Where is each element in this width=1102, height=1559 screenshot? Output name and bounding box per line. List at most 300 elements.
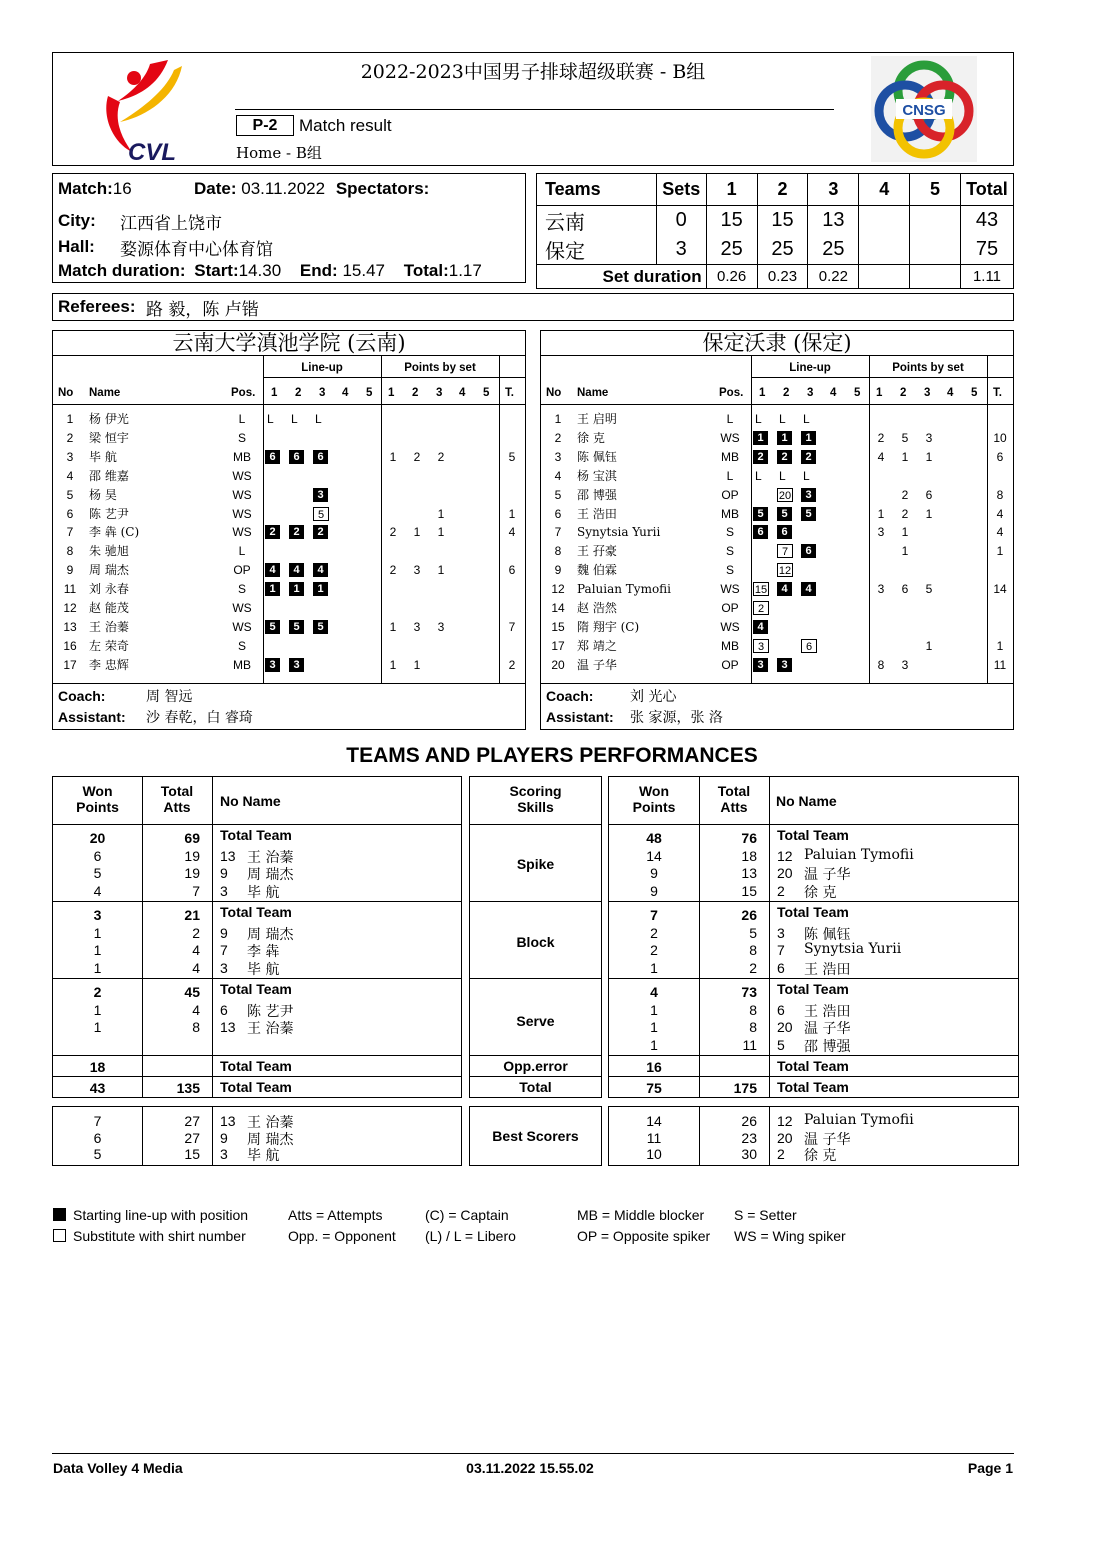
end-label: End: [299,261,338,280]
player-position: OP [721,601,739,615]
col-l1: 1 [271,387,278,399]
player-number: 4 [554,468,562,483]
points-set3: 2 [437,449,445,464]
lineup-libero: L [779,412,786,426]
legend-mb: MB = Middle blocker [577,1207,705,1223]
away-col-headers [541,387,1013,403]
points-total: 10 [993,430,1007,445]
points-total: 5 [508,449,516,464]
won-points: 5 [93,865,102,881]
best-won: 14 [646,1113,662,1129]
away-set1: 25 [706,235,757,265]
player-name: 邵 博强 [804,1038,851,1055]
set3-duration: 0.22 [808,265,859,289]
start-value: 14.30 [238,261,282,280]
home-coach: 周 智远 [146,689,193,705]
points-set1: 3 [877,582,885,597]
player-number: 4 [66,468,74,483]
player-number: 13 [63,619,77,634]
player-number: 20 [777,865,793,881]
total-atts: 69 [184,830,200,846]
col-l4: 4 [830,387,837,399]
lineup-start: 1 [313,582,328,596]
lineup-start: 6 [265,450,280,464]
player-name: 郑 靖之 [577,638,617,653]
lineup-start: 4 [313,563,328,577]
player-row [541,429,1013,448]
away-assistant: 张 家源，张 洛 [630,710,723,726]
report-code: P-2 [236,115,294,136]
won-points: 2 [650,924,658,941]
lineup-libero: L [803,412,810,426]
lineup-start: 4 [801,582,816,596]
player-row [541,618,1013,637]
player-number: 6 [777,1001,785,1018]
home-lineup-header: Line-up [301,362,343,374]
player-name: 王 浩田 [804,961,851,978]
total-label: Total [160,783,194,799]
player-position: S [725,525,734,540]
lineup-start: 2 [289,525,304,539]
player-name: 刘 永春 [89,582,129,597]
points-total: 1 [996,544,1004,559]
won-points: 1 [650,1019,658,1035]
col-l1: 1 [759,387,766,399]
lineup-start: 6 [777,525,792,539]
away-coach-label: Coach: [546,688,594,704]
total-team-label: Total Team [777,1079,849,1095]
lineup-start: 5 [753,507,768,521]
footer-rule [52,1453,1014,1454]
col-set3: 3 [808,174,859,206]
total-atts: 26 [741,907,757,923]
home-roster [52,330,526,730]
points-total: 1 [508,506,516,521]
col-l2: 2 [783,387,790,399]
player-row [53,429,525,448]
lineup-libero: L [291,412,298,426]
total-atts: 19 [184,847,200,864]
footer-timestamp: 03.11.2022 15.55.02 [466,1460,594,1476]
won-points: 3 [93,907,102,923]
col-t: T. [993,387,1002,399]
away-team-name: 保定沃隶 (保定) [541,331,1013,356]
player-number: 6 [66,506,74,521]
home-total: 43 [960,206,1013,236]
lineup-start: 3 [313,488,328,502]
points-set1: 1 [389,619,397,634]
player-row [541,580,1013,599]
player-number: 3 [220,882,228,899]
player-name: 李 犇 [247,944,280,960]
player-number: 11 [63,582,77,597]
points-total: 2 [508,657,516,672]
player-number: 13 [220,847,236,864]
lineup-start: 1 [753,431,768,445]
col-p5: 5 [971,387,978,399]
player-name: 赵 能茂 [89,601,129,615]
col-l4: 4 [342,387,349,399]
points-set1: 1 [877,506,885,521]
away-player-list [541,410,1013,682]
player-name: Total Team [220,981,292,997]
points-total: 8 [996,487,1004,502]
player-name: 李 忠辉 [89,657,129,672]
points-total: 14 [993,582,1007,597]
col-pos: Pos. [719,387,744,399]
away-points-header: Points by set [892,362,964,374]
col-name: Name [89,387,121,399]
best-name: 温 子华 [804,1131,851,1148]
player-number: 5 [66,487,74,502]
points-set2: 3 [901,657,909,672]
lineup-start: 4 [777,582,792,596]
points-set1: 4 [877,449,885,464]
points-set3: 6 [925,487,933,502]
total-label: Total: [403,261,449,280]
player-row [53,410,525,429]
points-set3: 1 [437,525,445,540]
player-name: 陈 艺尹 [247,1003,294,1020]
cvl-logo [98,56,192,164]
lineup-start: 6 [801,544,816,558]
total-atts: 4 [192,1001,200,1018]
player-name: Paluian Tymofii [577,582,672,597]
best-name: 周 瑞杰 [247,1131,294,1148]
report-subtitle: Home - B组 [236,144,322,162]
player-number: 12 [63,601,77,615]
away-total: 75 [960,235,1013,265]
player-row [541,505,1013,524]
won-points: 1 [93,1001,102,1018]
player-number: 7 [777,942,785,958]
player-position: WS [720,582,740,597]
player-number: 15 [551,619,565,634]
legend-start: Starting line-up with position [73,1207,249,1223]
away-roster [540,330,1014,730]
legend-op: OP = Opposite spiker [577,1228,711,1244]
player-name: 王 启明 [577,412,617,426]
lineup-libero: L [803,468,810,483]
lineup-start: 2 [801,450,816,464]
col-l2: 2 [295,387,302,399]
lineup-sub: 2 [753,601,769,615]
best-number: 9 [220,1129,228,1146]
date-value: 03.11.2022 [241,179,326,198]
atts-label: Atts [163,799,191,815]
points-set1: 2 [389,563,397,578]
won-points: 1 [93,942,102,958]
player-position: L [726,468,734,483]
won-points: 2 [650,942,658,958]
player-name: 王 治蓁 [89,619,129,634]
player-number: 7 [66,525,74,540]
player-name: 温 子华 [804,1021,851,1037]
points-set2: 5 [901,430,909,445]
player-position: WS [720,430,740,445]
best-name: 毕 航 [247,1148,280,1164]
lineup-start: 2 [265,525,280,539]
points-total: 7 [508,619,516,634]
lineup-start: 6 [289,450,304,464]
lineup-start: 5 [777,507,792,521]
total-atts: 73 [741,984,757,1000]
total-atts: 13 [741,865,757,881]
player-name: 杨 宝淇 [577,468,617,483]
total-atts: 8 [749,942,757,958]
player-number: 12 [551,582,565,597]
col-set1: 1 [706,174,757,206]
col-no: No [58,387,74,399]
player-number: 9 [220,924,228,941]
skill-total: Total [519,1079,552,1095]
lineup-start: 5 [313,620,328,634]
footer-left: Data Volley 4 Media [53,1460,183,1476]
won-points: 1 [93,1019,102,1035]
home-noname-header: No Name [220,793,281,809]
match-line [58,179,132,199]
player-name: 毕 航 [89,449,117,464]
player-name: 赵 浩然 [577,601,617,615]
player-name: 陈 艺尹 [89,506,129,521]
points-set2: 3 [413,563,421,578]
legend-setter: S = Setter [734,1207,797,1223]
home-player-list [53,410,525,682]
player-number: 9 [554,563,562,578]
player-position: MB [721,638,739,653]
lineup-start: 3 [289,658,304,672]
player-position: L [238,544,246,559]
end-value: 15.47 [342,261,385,280]
won-points: 1 [93,959,102,976]
player-row [53,523,525,542]
legend-sub: Substitute with shirt number [73,1228,246,1244]
legend-libero: (L) / L = Libero [425,1228,516,1244]
hall-value: 婺源体育中心体育馆 [120,240,273,260]
won-points: 18 [89,1059,106,1075]
col-p4: 4 [947,387,954,399]
player-name: 王 浩田 [577,506,617,521]
skill-spike: Spike [516,856,555,872]
player-number: 9 [220,865,228,881]
player-number: 2 [777,882,785,899]
player-position: S [237,638,246,653]
points-set2: 1 [413,657,421,672]
points-set3: 1 [925,449,933,464]
match-label: Match: [58,179,113,198]
scoring-label: Scoring [509,783,562,799]
home-assistant: 沙 春乾，白 睿琦 [146,710,253,726]
player-row [53,599,525,618]
total-atts: 76 [741,830,757,846]
points-set1: 8 [877,657,885,672]
total-atts: 2 [192,924,200,941]
atts-label: Atts [720,799,748,815]
total-atts: 175 [733,1080,757,1096]
player-position: S [725,563,734,578]
total-atts: 8 [749,1001,757,1018]
home-col-headers [53,387,525,403]
points-set2: 3 [413,619,421,634]
player-name: 毕 航 [247,961,280,978]
col-p2: 2 [412,387,419,399]
best-won: 10 [646,1146,662,1162]
home-team-short: 云南 [537,206,657,236]
legend-opp: Opp. = Opponent [288,1228,396,1244]
player-position: WS [232,601,252,615]
col-p5: 5 [483,387,490,399]
player-name: 周 瑞杰 [247,867,294,883]
lineup-start: 5 [265,620,280,634]
player-name: Paluian Tymofii [804,846,914,863]
player-name: Total Team [220,827,292,843]
player-number: 3 [66,449,74,464]
player-position: OP [721,657,739,672]
points-set1: 2 [389,525,397,540]
col-total: Total [960,174,1013,206]
col-name: Name [577,387,609,399]
player-position: S [725,544,734,559]
player-number: 2 [66,430,74,445]
player-row [541,637,1013,656]
player-row [541,448,1013,467]
col-p1: 1 [388,387,395,399]
lineup-start: 3 [777,658,792,672]
home-sets: 0 [656,206,706,236]
player-name: 周 瑞杰 [89,563,129,578]
lineup-libero: L [267,412,274,426]
col-p3: 3 [436,387,443,399]
won-points: 1 [650,1001,658,1018]
best-atts: 27 [184,1129,200,1146]
col-l5: 5 [854,387,861,399]
city-label: City: [58,211,96,230]
set1-duration: 0.26 [706,265,757,289]
away-coach: 刘 光心 [630,689,677,705]
perf-title: TEAMS AND PLAYERS PERFORMANCES [346,744,758,767]
lineup-start: 5 [289,620,304,634]
won-points: 20 [89,830,106,846]
points-total: 4 [508,525,516,540]
lineup-start: 3 [265,658,280,672]
cnsg-logo [871,56,977,162]
away-perf-table [608,776,1019,1098]
player-position: WS [232,468,252,483]
player-name: 梁 恒宇 [89,430,129,445]
player-name: 王 治蓁 [247,849,294,866]
points-set2: 1 [901,525,909,540]
won-points: 48 [646,830,662,846]
col-p1: 1 [876,387,883,399]
total-value: 1.17 [448,261,482,280]
total-atts: 21 [184,907,200,923]
player-row [53,467,525,486]
best-won: 11 [646,1129,662,1146]
skills-table [469,776,602,1098]
player-position: S [237,582,246,597]
player-row [541,599,1013,618]
cnsg-logo-text: CNSG [902,102,946,119]
home-set2: 15 [757,206,808,236]
best-atts: 15 [184,1146,200,1162]
lineup-libero: L [779,468,786,483]
won-points: 4 [93,882,102,899]
best-scorers-label: Best Scorers [492,1128,579,1144]
player-row [541,486,1013,505]
best-scorers-label-box [469,1106,602,1166]
best-name: Paluian Tymofii [804,1112,914,1128]
best-number: 2 [777,1146,785,1162]
lineup-start: 2 [777,450,792,464]
player-name: 左 荣奇 [89,638,129,653]
lineup-start: 1 [289,582,304,596]
total-atts: 19 [184,865,200,881]
won-points: 1 [93,924,102,941]
player-row [53,542,525,561]
home-set3: 13 [808,206,859,236]
col-p3: 3 [924,387,931,399]
home-team-name: 云南大学滇池学院 (云南) [53,331,525,356]
player-number: 9 [66,563,74,578]
player-row [53,561,525,580]
player-row [541,523,1013,542]
player-number: 8 [66,544,74,559]
total-label: Total [717,783,751,799]
total-atts: 5 [749,924,757,941]
player-name: 邵 博强 [577,487,617,502]
player-position: MB [721,506,739,521]
away-sets: 3 [656,235,706,265]
player-name: 徐 克 [804,884,837,901]
skill-block: Block [516,934,555,950]
lineup-libero: L [755,468,762,483]
points-total: 4 [996,525,1004,540]
away-lineup-header: Line-up [789,362,831,374]
col-teams: Teams [537,174,657,206]
duration-label: Match duration: [58,261,186,280]
points-set3: 1 [437,563,445,578]
home-best-scorers [52,1106,462,1166]
player-number: 6 [554,506,562,521]
points-set3: 3 [437,619,445,634]
best-number: 20 [777,1129,793,1146]
date-label: Date: [194,179,237,198]
best-name: 王 治蓁 [247,1115,294,1131]
lineup-start: 4 [289,563,304,577]
player-position: OP [721,487,739,502]
best-number: 12 [777,1113,793,1129]
points-set2: 1 [413,525,421,540]
points-set1: 1 [389,449,397,464]
player-number: 2 [554,430,562,445]
player-name: 王 浩田 [804,1003,851,1020]
points-total: 6 [996,449,1004,464]
points-set3: 1 [925,506,933,521]
player-name: Total Team [220,904,292,920]
won-points: 9 [650,865,658,881]
player-name: 魏 伯霖 [577,563,617,578]
player-name: Synytsia Yurii [577,525,661,540]
won-points: 7 [650,907,658,923]
away-set3: 25 [808,235,859,265]
substitute-swatch [53,1229,66,1242]
legend-ws: WS = Wing spiker [734,1228,846,1244]
col-p4: 4 [459,387,466,399]
col-l3: 3 [319,387,326,399]
player-row [53,580,525,599]
points-set3: 1 [925,638,933,653]
player-row [53,618,525,637]
